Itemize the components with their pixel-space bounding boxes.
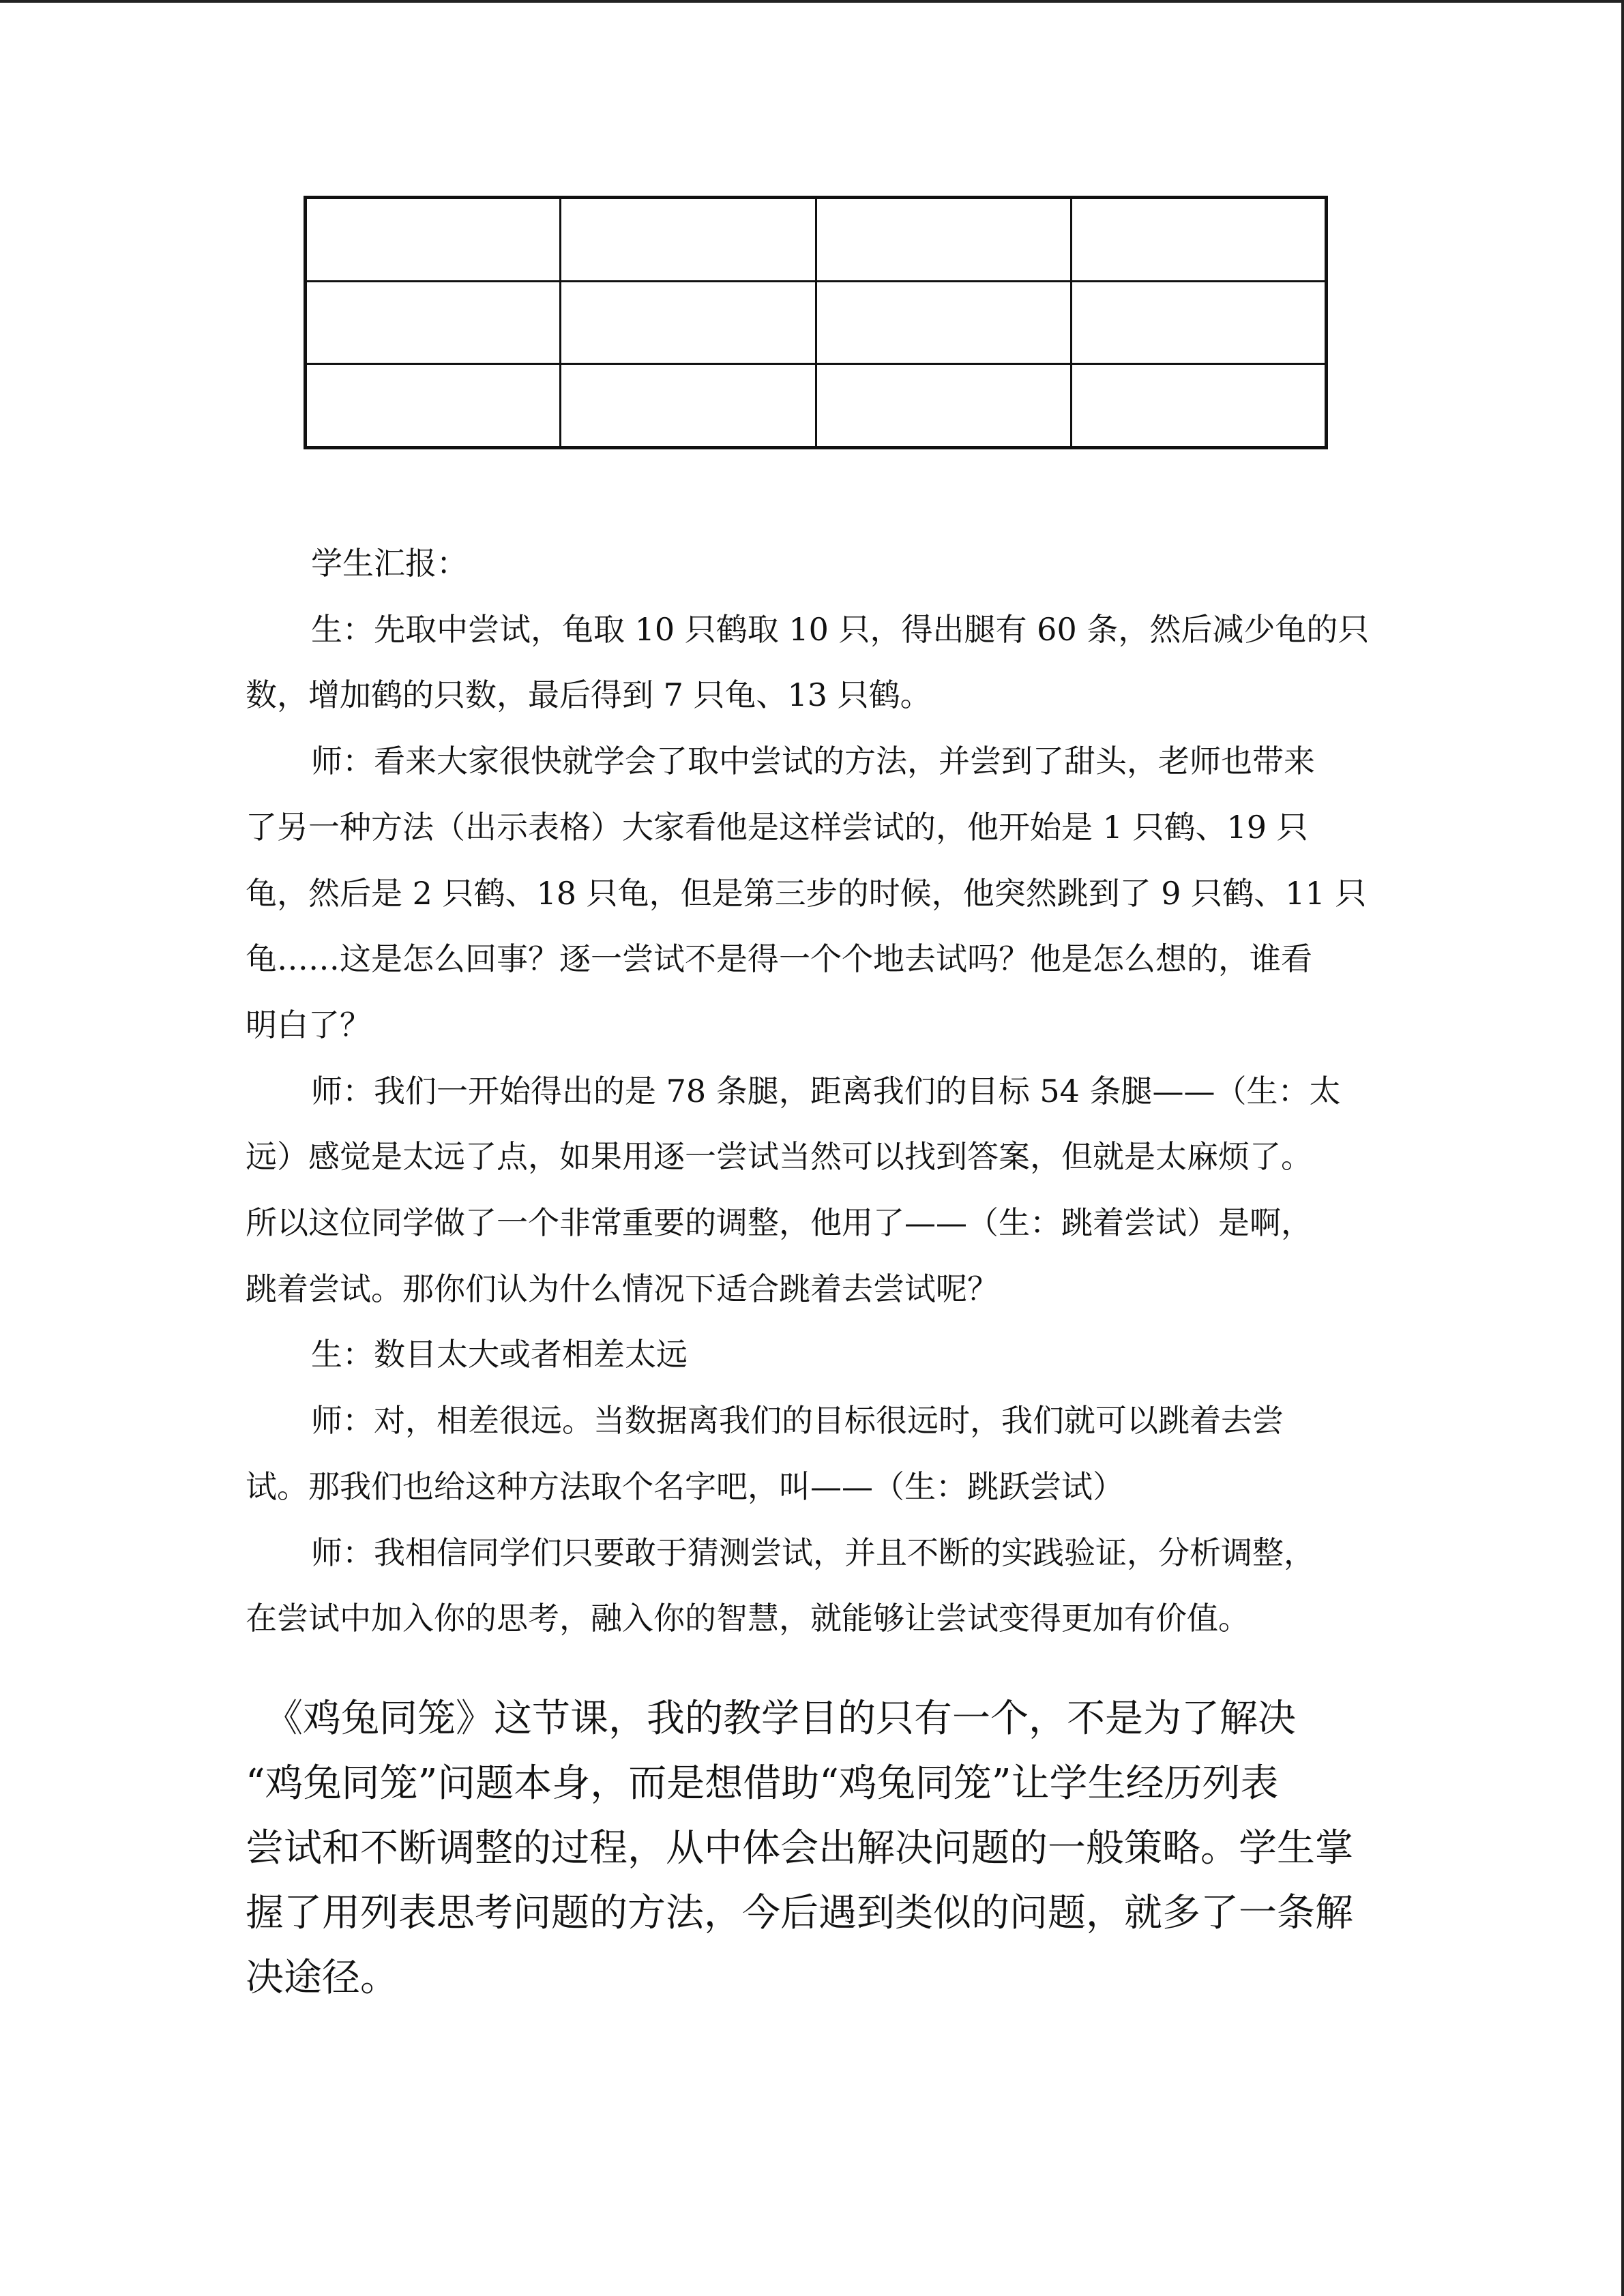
paragraph-teacher-4: [246, 1520, 1381, 1652]
table-cell: [306, 364, 561, 448]
text-line: 师：我相信同学们只要敢于猜测尝试，并且不断的实践验证，分析调整，: [311, 1534, 1315, 1571]
lesson-transcript: [246, 531, 1381, 1652]
table-cell: [1071, 198, 1326, 282]
text-line: 在尝试中加入你的思考，融入你的智慧，就能够让尝试变得更加有价值。: [246, 1600, 1250, 1637]
text-line: 握了用列表思考问题的方法，今后遇到类似的问题，就多了一条解: [246, 1891, 1353, 1935]
table-cell: [816, 364, 1071, 448]
paragraph-reflection: [246, 1686, 1381, 2010]
table-row: [306, 364, 1327, 448]
page-border-right: [1621, 0, 1624, 2296]
text-line: 师：看来大家很快就学会了取中尝试的方法，并尝到了甜头，老师也带来: [311, 743, 1315, 780]
blank-table: [304, 196, 1328, 449]
text-line: 龟，然后是 2 只鹤、18 只龟，但是第三步的时候，他突然跳到了 9 只鹤、11 只: [246, 874, 1367, 912]
table-cell: [816, 281, 1071, 364]
paragraph-student-answer-2: [246, 1322, 1381, 1388]
paragraph-teacher-2: [246, 1058, 1381, 1322]
text-line: 跳着尝试。那你们认为什么情况下适合跳着去尝试呢？: [246, 1270, 999, 1307]
text-line: 龟……这是怎么回事？逐一尝试不是得一个个地去试吗？他是怎么想的，谁看: [246, 940, 1312, 978]
table-cell: [816, 198, 1071, 282]
table-row: [306, 198, 1327, 282]
text-line: 生：数目太大或者相差太远: [311, 1336, 688, 1373]
page-border-top: [0, 0, 1624, 3]
text-line: 生：先取中尝试，龟取 10 只鹤取 10 只，得出腿有 60 条，然后减少龟的只: [311, 610, 1370, 648]
table-cell: [561, 281, 816, 364]
text-line: 决途径。: [246, 1956, 398, 2000]
table-cell: [561, 198, 816, 282]
table-cell: [306, 281, 561, 364]
table-row: [306, 281, 1327, 364]
text-line: “鸡兔同笼”问题本身，而是想借助“鸡兔同笼”让学生经历列表: [246, 1761, 1279, 1806]
text-line: 学生汇报：: [311, 545, 468, 582]
table-cell: [1071, 281, 1326, 364]
paragraph-student-answer-1: [246, 597, 1381, 728]
text-line: 明白了？: [246, 1006, 371, 1043]
text-line: 师：对，相差很远。当数据离我们的目标很远时，我们就可以跳着去尝: [311, 1402, 1284, 1440]
text-line: 师：我们一开始得出的是 78 条腿，距离我们的目标 54 条腿——（生：太: [311, 1072, 1341, 1109]
text-line: 尝试和不断调整的过程，从中体会出解决问题的一般策略。学生掌: [246, 1826, 1353, 1870]
text-line: 试。那我们也给这种方法取个名字吧，叫——（生：跳跃尝试）: [246, 1467, 1124, 1505]
closing-reflection: [246, 1686, 1381, 2010]
table-cell: [561, 364, 816, 448]
paragraph-student-report-heading: [246, 531, 1381, 597]
table-cell: [1071, 364, 1326, 448]
table-cell: [306, 198, 561, 282]
text-line: 数，增加鹤的只数，最后得到 7 只龟、13 只鹤。: [246, 676, 932, 714]
text-line: 《鸡兔同笼》这节课，我的教学目的只有一个，不是为了解决: [246, 1697, 1296, 1741]
text-line: 远）感觉是太远了点，如果用逐一尝试当然可以找到答案，但就是太麻烦了。: [246, 1138, 1312, 1176]
text-line: 了另一种方法（出示表格）大家看他是这样尝试的，他开始是 1 只鹤、19 只: [246, 808, 1308, 846]
text-line: 所以这位同学做了一个非常重要的调整，他用了——（生：跳着尝试）是啊，: [246, 1204, 1312, 1242]
paragraph-teacher-1: [246, 728, 1381, 1058]
paragraph-teacher-3: [246, 1388, 1381, 1519]
